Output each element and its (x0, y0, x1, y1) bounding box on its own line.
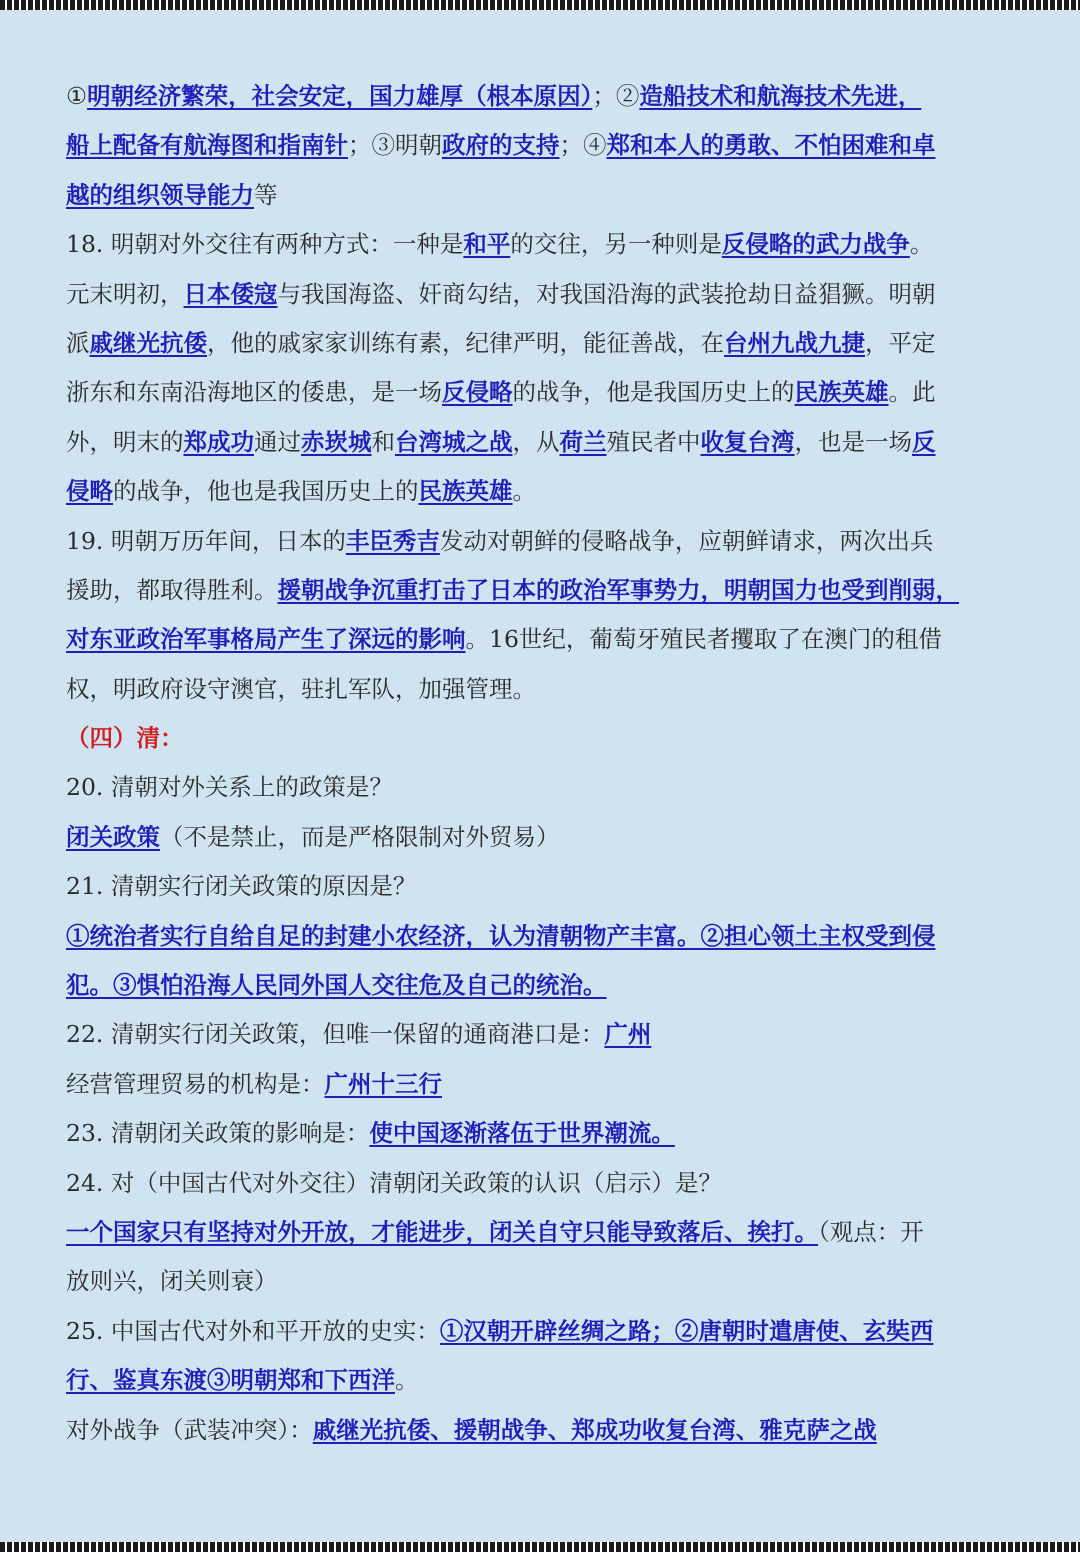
text-line (66, 1159, 1014, 1208)
text-line (66, 1010, 1014, 1059)
text-line (66, 220, 1014, 269)
body-text: 外，明末的 (66, 427, 184, 456)
key-point-text: 对东亚政治军事格局产生了深远的影响 (66, 625, 466, 654)
key-point-text: 侵略 (66, 477, 113, 506)
body-text: 等 (254, 180, 278, 209)
key-point-text: 使中国逐渐落伍于世界潮流。 (369, 1119, 675, 1148)
text-line (66, 862, 1014, 911)
body-text: 。此 (888, 378, 936, 407)
key-point-text: 闭关政策 (66, 822, 160, 851)
body-text: ，也是一场 (794, 427, 912, 456)
key-point-text: 广州十三行 (324, 1069, 442, 1098)
body-text: 23. 清朝闭关政策的影响是： (66, 1119, 370, 1148)
key-point-text: 戚继光抗倭、援朝战争、郑成功收复台湾、雅克萨之战 (312, 1415, 877, 1444)
body-text: ，平定 (865, 328, 936, 357)
text-line (66, 665, 1014, 714)
key-point-text: ①汉朝开辟丝绸之路；②唐朝时遣唐使、玄奘西 (439, 1316, 934, 1345)
key-point-text: 船上配备有航海图和指南针 (66, 131, 348, 160)
body-text: 。 (512, 477, 536, 506)
key-point-text: 造船技术和航海技术先进， (639, 82, 922, 110)
text-line (66, 1257, 1014, 1306)
key-point-text: 台州九战九捷 (724, 328, 865, 357)
key-point-text: 民族英雄 (794, 378, 889, 407)
body-text: 援助，都取得胜利。 (66, 575, 278, 604)
key-point-text: 政府的支持 (442, 131, 560, 160)
key-point-text: 反侵略 (442, 378, 513, 407)
text-line (66, 1060, 1014, 1109)
body-text: 殖民者中 (606, 427, 701, 456)
text-line (66, 517, 1014, 566)
text-line (66, 270, 1014, 319)
text-line (66, 1356, 1014, 1405)
body-text: 的战争，他是我国历史上的 (512, 378, 795, 407)
text-line (66, 566, 1014, 615)
key-point-text: 越的组织领导能力 (66, 180, 254, 209)
body-text: 19. 明朝万历年间，日本的 (66, 526, 346, 555)
key-point-text: 明朝经济繁荣，社会安定，国力雄厚（根本原因） (87, 82, 593, 110)
body-text: ① (66, 82, 88, 110)
body-text: 元末明初， (66, 279, 184, 308)
key-point-text: 郑成功 (183, 427, 254, 456)
text-line (66, 171, 1014, 220)
key-point-text: 丰臣秀吉 (345, 526, 440, 555)
body-text: 与我国海盗、奸商勾结，对我国沿海的武装抢劫日益猖獗。明朝 (277, 279, 936, 308)
key-point-text: 反 (912, 427, 936, 456)
body-text: ；③明朝 (348, 131, 442, 160)
key-point-text: 行、鉴真东渡③明朝郑和下西洋 (66, 1366, 395, 1395)
body-text: ，从 (512, 427, 560, 456)
text-line (66, 1208, 1014, 1257)
body-text: 经营管理贸易的机构是： (66, 1069, 325, 1098)
body-text: 派 (66, 328, 90, 357)
body-text: （不是禁止，而是严格限制对外贸易） (160, 822, 560, 851)
body-text: 和 (371, 427, 395, 456)
body-text: 。 (395, 1366, 419, 1395)
key-point-text: 犯。③惧怕沿海人民同外国人交往危及自己的统治。 (66, 971, 607, 1000)
text-line (66, 714, 1014, 763)
body-text: 对外战争（武装冲突）： (66, 1415, 313, 1444)
text-line (66, 418, 1014, 467)
key-point-text: 援朝战争沉重打击了日本的政治军事势力，明朝国力也受到削弱， (277, 575, 959, 604)
key-point-text: 荷兰 (559, 427, 607, 456)
key-point-text: 郑和本人的勇敢、不怕困难和卓 (606, 131, 936, 160)
body-text: 浙东和东南沿海地区的倭患，是一场 (66, 378, 442, 407)
text-line (66, 763, 1014, 812)
body-text: ；④ (559, 131, 607, 160)
text-line (66, 615, 1014, 664)
body-text: 通过 (254, 427, 301, 456)
body-text: 21. 清朝实行闭关政策的原因是？ (66, 872, 417, 901)
text-line (66, 1109, 1014, 1158)
text-line (66, 1406, 1014, 1455)
key-point-text: 一个国家只有坚持对外开放，才能进步，闭关自守只能导致落后、挨打。 (66, 1217, 818, 1246)
text-line (66, 813, 1014, 862)
text-line (66, 1307, 1014, 1356)
key-point-text: 收复台湾 (700, 427, 795, 456)
key-point-text: 广州 (604, 1020, 652, 1049)
key-point-text: 民族英雄 (418, 477, 513, 506)
key-point-text: 戚继光抗倭 (89, 328, 207, 357)
body-text: 25. 中国古代对外和平开放的史实： (66, 1316, 440, 1345)
body-text: 。16世纪，葡萄牙殖民者攫取了在澳门的租借 (465, 625, 942, 654)
key-point-text: 和平 (463, 230, 511, 259)
dotted-border-top (0, 0, 1080, 10)
body-text: ；② (592, 82, 640, 110)
key-point-text: 赤崁城 (301, 427, 372, 456)
body-text: 的战争，他也是我国历史上的 (113, 477, 419, 506)
body-text: ，他的戚家家训练有素，纪律严明，能征善战，在 (207, 328, 724, 357)
body-text: 放则兴，闭关则衰） (66, 1267, 278, 1296)
document-body (66, 72, 1014, 1455)
body-text: 的交往，另一种则是 (510, 230, 722, 259)
text-line (66, 72, 1014, 121)
text-line (66, 121, 1014, 170)
body-text: （观点：开 (818, 1217, 924, 1246)
body-text: 20. 清朝对外关系上的政策是？ (66, 773, 393, 802)
text-line (66, 368, 1014, 417)
dotted-border-bottom (0, 1542, 1080, 1552)
text-line (66, 319, 1014, 368)
body-text: 24. 对（中国古代对外交往）清朝闭关政策的认识（启示）是？ (66, 1168, 722, 1197)
text-line (66, 467, 1014, 516)
text-line (66, 961, 1014, 1010)
body-text: 权，明政府设守澳官，驻扎军队，加强管理。 (66, 674, 536, 703)
body-text: 。 (909, 230, 934, 259)
key-point-text: ①统治者实行自给自足的封建小农经济，认为清朝物产丰富。②担心领土主权受到侵 (66, 921, 936, 950)
section-heading: （四）清： (66, 724, 184, 753)
body-text: 发动对朝鲜的侵略战争，应朝鲜请求，两次出兵 (439, 526, 934, 555)
key-point-text: 台湾城之战 (395, 427, 513, 456)
body-text: 18. 明朝对外交往有两种方式：一种是 (66, 230, 464, 259)
body-text: 22. 清朝实行闭关政策，但唯一保留的通商港口是： (66, 1020, 605, 1049)
key-point-text: 反侵略的武力战争 (721, 230, 910, 259)
text-line (66, 912, 1014, 961)
key-point-text: 日本倭寇 (183, 279, 278, 308)
